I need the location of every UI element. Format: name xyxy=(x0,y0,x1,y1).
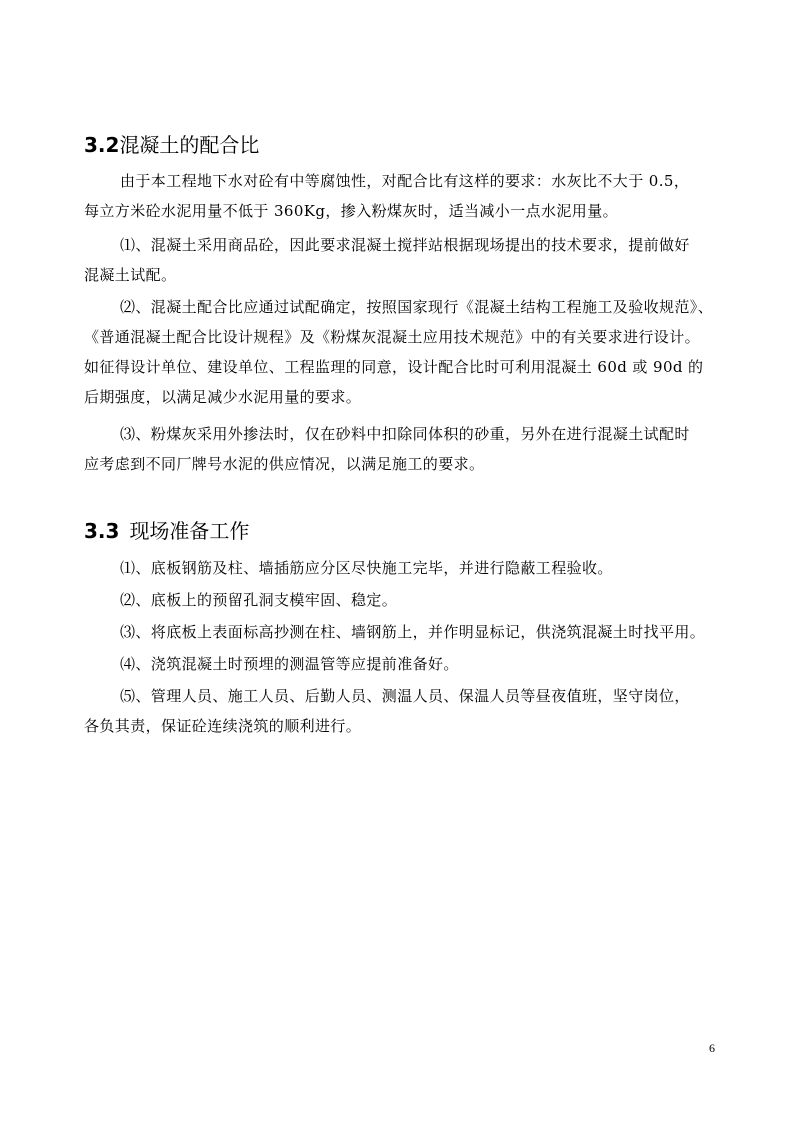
intro-line-1: 由于本工程地下水对砼有中等腐蚀性，对配合比有这样的要求：水灰比不大于 0.5， xyxy=(120,172,690,190)
s33-item-1-text: ⑴、底板钢筋及柱、墙插筋应分区尽快施工完毕，并进行隐蔽工程验收。 xyxy=(120,559,613,577)
section-3-3-item-3 xyxy=(84,617,716,647)
section-3-2-number: 3.2 xyxy=(84,133,120,157)
section-3-2-item-1 xyxy=(84,230,716,290)
section-3-2-heading xyxy=(84,133,259,157)
section-3-2-item-3 xyxy=(84,419,716,479)
item-3-line-1: ⑶、粉煤灰采用外掺法时，仅在砂料中扣除同体积的砂重，另外在进行混凝土试配时 xyxy=(120,425,690,443)
s33-item-5-line-1: ⑸、管理人员、施工人员、后勤人员、测温人员、保温人员等昼夜值班，坚守岗位， xyxy=(120,687,690,705)
section-3-3-number: 3.3 xyxy=(84,519,120,543)
page-number: 6 xyxy=(709,1041,715,1055)
s33-item-3-text: ⑶、将底板上表面标高抄测在柱、墙钢筋上，并作明显标记，供浇筑混凝土时找平用。 xyxy=(120,623,706,641)
item-2-line-3: 如征得设计单位、建设单位、工程监理的同意，设计配合比时可利用混凝土 60d 或 90d 的 xyxy=(84,358,704,376)
section-3-3-item-4 xyxy=(84,649,716,679)
section-3-2-item-2 xyxy=(84,292,716,412)
item-1-line-2: 混凝土试配。 xyxy=(84,266,177,284)
intro-line-2: 每立方米砼水泥用量不低于 360Kg，掺入粉煤灰时，适当减小一点水泥用量。 xyxy=(84,202,619,220)
item-2-line-4: 后期强度，以满足减少水泥用量的要求。 xyxy=(84,388,362,406)
s33-item-4-text: ⑷、浇筑混凝土时预埋的测温管等应提前准备好。 xyxy=(120,655,459,673)
s33-item-5-line-2: 各负其责，保证砼连续浇筑的顺利进行。 xyxy=(84,717,362,735)
section-3-2-title: 混凝土的配合比 xyxy=(119,133,260,157)
item-3-line-2: 应考虑到不同厂牌号水泥的供应情况，以满足施工的要求。 xyxy=(84,455,485,473)
section-3-3-heading xyxy=(84,519,249,543)
section-3-3-item-1 xyxy=(84,553,716,583)
s33-item-2-text: ⑵、底板上的预留孔洞支模牢固、稳定。 xyxy=(120,591,398,609)
section-3-3-item-5 xyxy=(84,681,716,741)
section-3-3-item-2 xyxy=(84,585,716,615)
item-2-line-1: ⑵、混凝土配合比应通过试配确定，按照国家现行《混凝土结构工程施工及验收规范》、 xyxy=(120,298,714,316)
item-1-line-1: ⑴、混凝土采用商品砼，因此要求混凝土搅拌站根据现场提出的技术要求，提前做好 xyxy=(120,236,690,254)
section-3-2-intro xyxy=(84,166,716,226)
section-3-3-title: 现场准备工作 xyxy=(129,519,250,543)
item-2-line-2: 《普通混凝土配合比设计规程》及《粉煤灰混凝土应用技术规范》中的有关要求进行设计。 xyxy=(84,328,701,346)
